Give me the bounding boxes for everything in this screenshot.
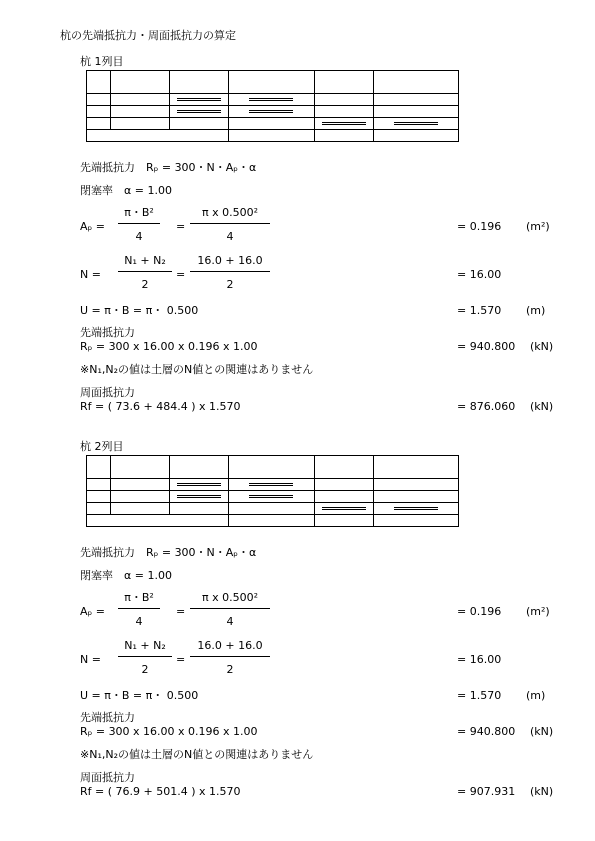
tip-resistance-unit: (kN) [530,340,554,353]
n-bar-1 [118,656,172,657]
ap-num-1: π・B² [124,591,154,604]
table-row [87,479,459,491]
n-num-2: 16.0 + 16.0 [197,639,263,652]
friction-resistance-label: 周面抵抗力 [80,386,135,399]
header-adhesion [315,71,374,83]
row-2nl-empty [228,106,315,118]
n-bar-2 [190,271,270,272]
ap-unit: (m²) [526,220,550,233]
header-thickness-sub [111,467,170,479]
n-lhs: N = [80,653,101,666]
row-avg-n-empty [169,479,228,491]
empty-dash [394,507,438,510]
total-row [87,130,459,142]
ap-num-2: π x 0.500² [201,591,259,604]
row-no [87,94,111,106]
ap-eq: = [176,605,186,618]
row-adhesion-empty [315,503,374,515]
tip-resistance-calc: Rₚ = 300 x 16.00 x 0.196 x 1.00 [80,340,258,353]
ap-lhs: Aₚ = [80,220,105,233]
total-label [87,130,229,142]
table-row [87,106,459,118]
row-thickness [111,118,170,130]
n-result: = 16.00 [457,653,502,666]
header-avg-n [169,71,228,83]
pile-layer-table [86,455,459,527]
section-heading: 杭 2列目 [80,440,124,453]
empty-dash [322,507,366,510]
header-adhesion [315,456,374,468]
u-unit: (m) [526,304,546,317]
ap-result: = 0.196 [457,605,502,618]
n-lhs: N = [80,268,101,281]
header-2nl [228,467,315,479]
ap-den-2: 4 [226,230,234,243]
row-cnl [374,491,459,503]
table-row [87,491,459,503]
tip-resistance-formula: 先端抵抗力 Rₚ = 300・N・Aₚ・α [80,161,257,174]
empty-dash [177,483,221,486]
header-thickness [111,456,170,468]
n-den-2: 2 [226,663,234,676]
row-no [87,106,111,118]
empty-dash [249,483,293,486]
u-result: = 1.570 [457,689,502,702]
row-adhesion [315,94,374,106]
row-cnl [374,106,459,118]
row-2nl [228,118,315,130]
row-2nl-empty [228,479,315,491]
u-line: U = π・B = π・ 0.500 [80,304,199,317]
n-value-note: ※N₁,N₂の値は土層のN値との関連はありません [80,748,314,761]
total-2nl [228,515,315,527]
row-thickness [111,106,170,118]
row-avg-n-empty [169,106,228,118]
tip-resistance-result: = 940.800 [457,340,516,353]
empty-dash [177,495,221,498]
header-adhesion-sub [315,82,374,94]
friction-resistance-result: = 876.060 [457,400,516,413]
empty-dash [249,98,293,101]
friction-resistance-calc: Rf = ( 76.9 + 501.4 ) x 1.570 [80,785,241,798]
row-avg-n [169,503,228,515]
header-cnl-top [374,71,459,83]
n-den-1: 2 [141,663,149,676]
header-2nl-top [228,71,315,83]
u-result: = 1.570 [457,304,502,317]
row-2nl-empty [228,94,315,106]
header-2nl-top [228,456,315,468]
n-bar-2 [190,656,270,657]
tip-resistance-calc: Rₚ = 300 x 16.00 x 0.196 x 1.00 [80,725,258,738]
ap-bar-1 [118,608,160,609]
row-thickness [111,94,170,106]
ap-num-1: π・B² [124,206,154,219]
section-heading: 杭 1列目 [80,55,124,68]
friction-resistance-unit: (kN) [530,400,554,413]
n-fraction-2 [190,640,270,675]
row-2nl [228,503,315,515]
header-avg-n [169,456,228,468]
row-adhesion [315,106,374,118]
closure-ratio: 閉塞率 α = 1.00 [80,569,172,582]
header-thickness [111,71,170,83]
row-avg-n-empty [169,491,228,503]
empty-dash [322,122,366,125]
row-thickness [111,503,170,515]
ap-result: = 0.196 [457,220,502,233]
n-eq: = [176,653,186,666]
empty-dash [177,98,221,101]
table-row [87,118,459,130]
table-row [87,503,459,515]
empty-dash [394,122,438,125]
n-eq: = [176,268,186,281]
ap-unit: (m²) [526,605,550,618]
header-no [87,71,111,83]
row-avg-n-empty [169,94,228,106]
ap-bar-1 [118,223,160,224]
row-thickness [111,479,170,491]
row-no [87,118,111,130]
header-no-sub [87,82,111,94]
row-thickness [111,491,170,503]
page-title: 杭の先端抵抗力・周面抵抗力の算定 [60,29,236,42]
table-row [87,94,459,106]
closure-ratio: 閉塞率 α = 1.00 [80,184,172,197]
header-thickness-sub [111,82,170,94]
empty-dash [249,495,293,498]
row-adhesion [315,491,374,503]
ap-den-2: 4 [226,615,234,628]
tip-resistance-label: 先端抵抗力 [80,711,135,724]
ap-fraction-2 [190,592,270,627]
friction-resistance-result: = 907.931 [457,785,516,798]
n-fraction-2 [190,255,270,290]
total-cnl [374,130,459,142]
n-num-1: N₁ + N₂ [124,639,166,652]
row-cnl-empty [374,118,459,130]
header-cnl-top [374,456,459,468]
u-unit: (m) [526,689,546,702]
n-value-note: ※N₁,N₂の値は土層のN値との関連はありません [80,363,314,376]
total-2nl [228,130,315,142]
n-fraction-1 [118,255,172,290]
row-avg-n [169,118,228,130]
tip-resistance-unit: (kN) [530,725,554,738]
n-den-2: 2 [226,278,234,291]
n-fraction-1 [118,640,172,675]
header-2nl [228,82,315,94]
header-no [87,456,111,468]
header-no-sub [87,467,111,479]
row-cnl [374,94,459,106]
row-no [87,503,111,515]
row-cnl-empty [374,503,459,515]
header-adhesion-sub [315,467,374,479]
empty-dash [249,110,293,113]
total-cnl [374,515,459,527]
ap-num-2: π x 0.500² [201,206,259,219]
ap-lhs: Aₚ = [80,605,105,618]
total-adhesion-empty [315,130,374,142]
n-num-2: 16.0 + 16.0 [197,254,263,267]
n-bar-1 [118,271,172,272]
header-avg-n-sub [169,82,228,94]
friction-resistance-calc: Rf = ( 73.6 + 484.4 ) x 1.570 [80,400,241,413]
ap-den-1: 4 [135,230,143,243]
header-avg-n-sub [169,467,228,479]
friction-resistance-label: 周面抵抗力 [80,771,135,784]
pile-layer-table [86,70,459,142]
n-result: = 16.00 [457,268,502,281]
n-num-1: N₁ + N₂ [124,254,166,267]
total-adhesion-empty [315,515,374,527]
row-no [87,491,111,503]
total-label [87,515,229,527]
ap-den-1: 4 [135,615,143,628]
header-cnl [374,82,459,94]
row-adhesion [315,479,374,491]
ap-bar-2 [190,608,270,609]
friction-resistance-unit: (kN) [530,785,554,798]
empty-dash [177,110,221,113]
ap-fraction-1 [118,592,160,627]
row-adhesion-empty [315,118,374,130]
tip-resistance-result: = 940.800 [457,725,516,738]
n-den-1: 2 [141,278,149,291]
tip-resistance-label: 先端抵抗力 [80,326,135,339]
row-2nl-empty [228,491,315,503]
header-cnl [374,467,459,479]
row-cnl [374,479,459,491]
u-line: U = π・B = π・ 0.500 [80,689,199,702]
ap-fraction-2 [190,207,270,242]
row-no [87,479,111,491]
ap-bar-2 [190,223,270,224]
ap-eq: = [176,220,186,233]
total-row [87,515,459,527]
tip-resistance-formula: 先端抵抗力 Rₚ = 300・N・Aₚ・α [80,546,257,559]
ap-fraction-1 [118,207,160,242]
